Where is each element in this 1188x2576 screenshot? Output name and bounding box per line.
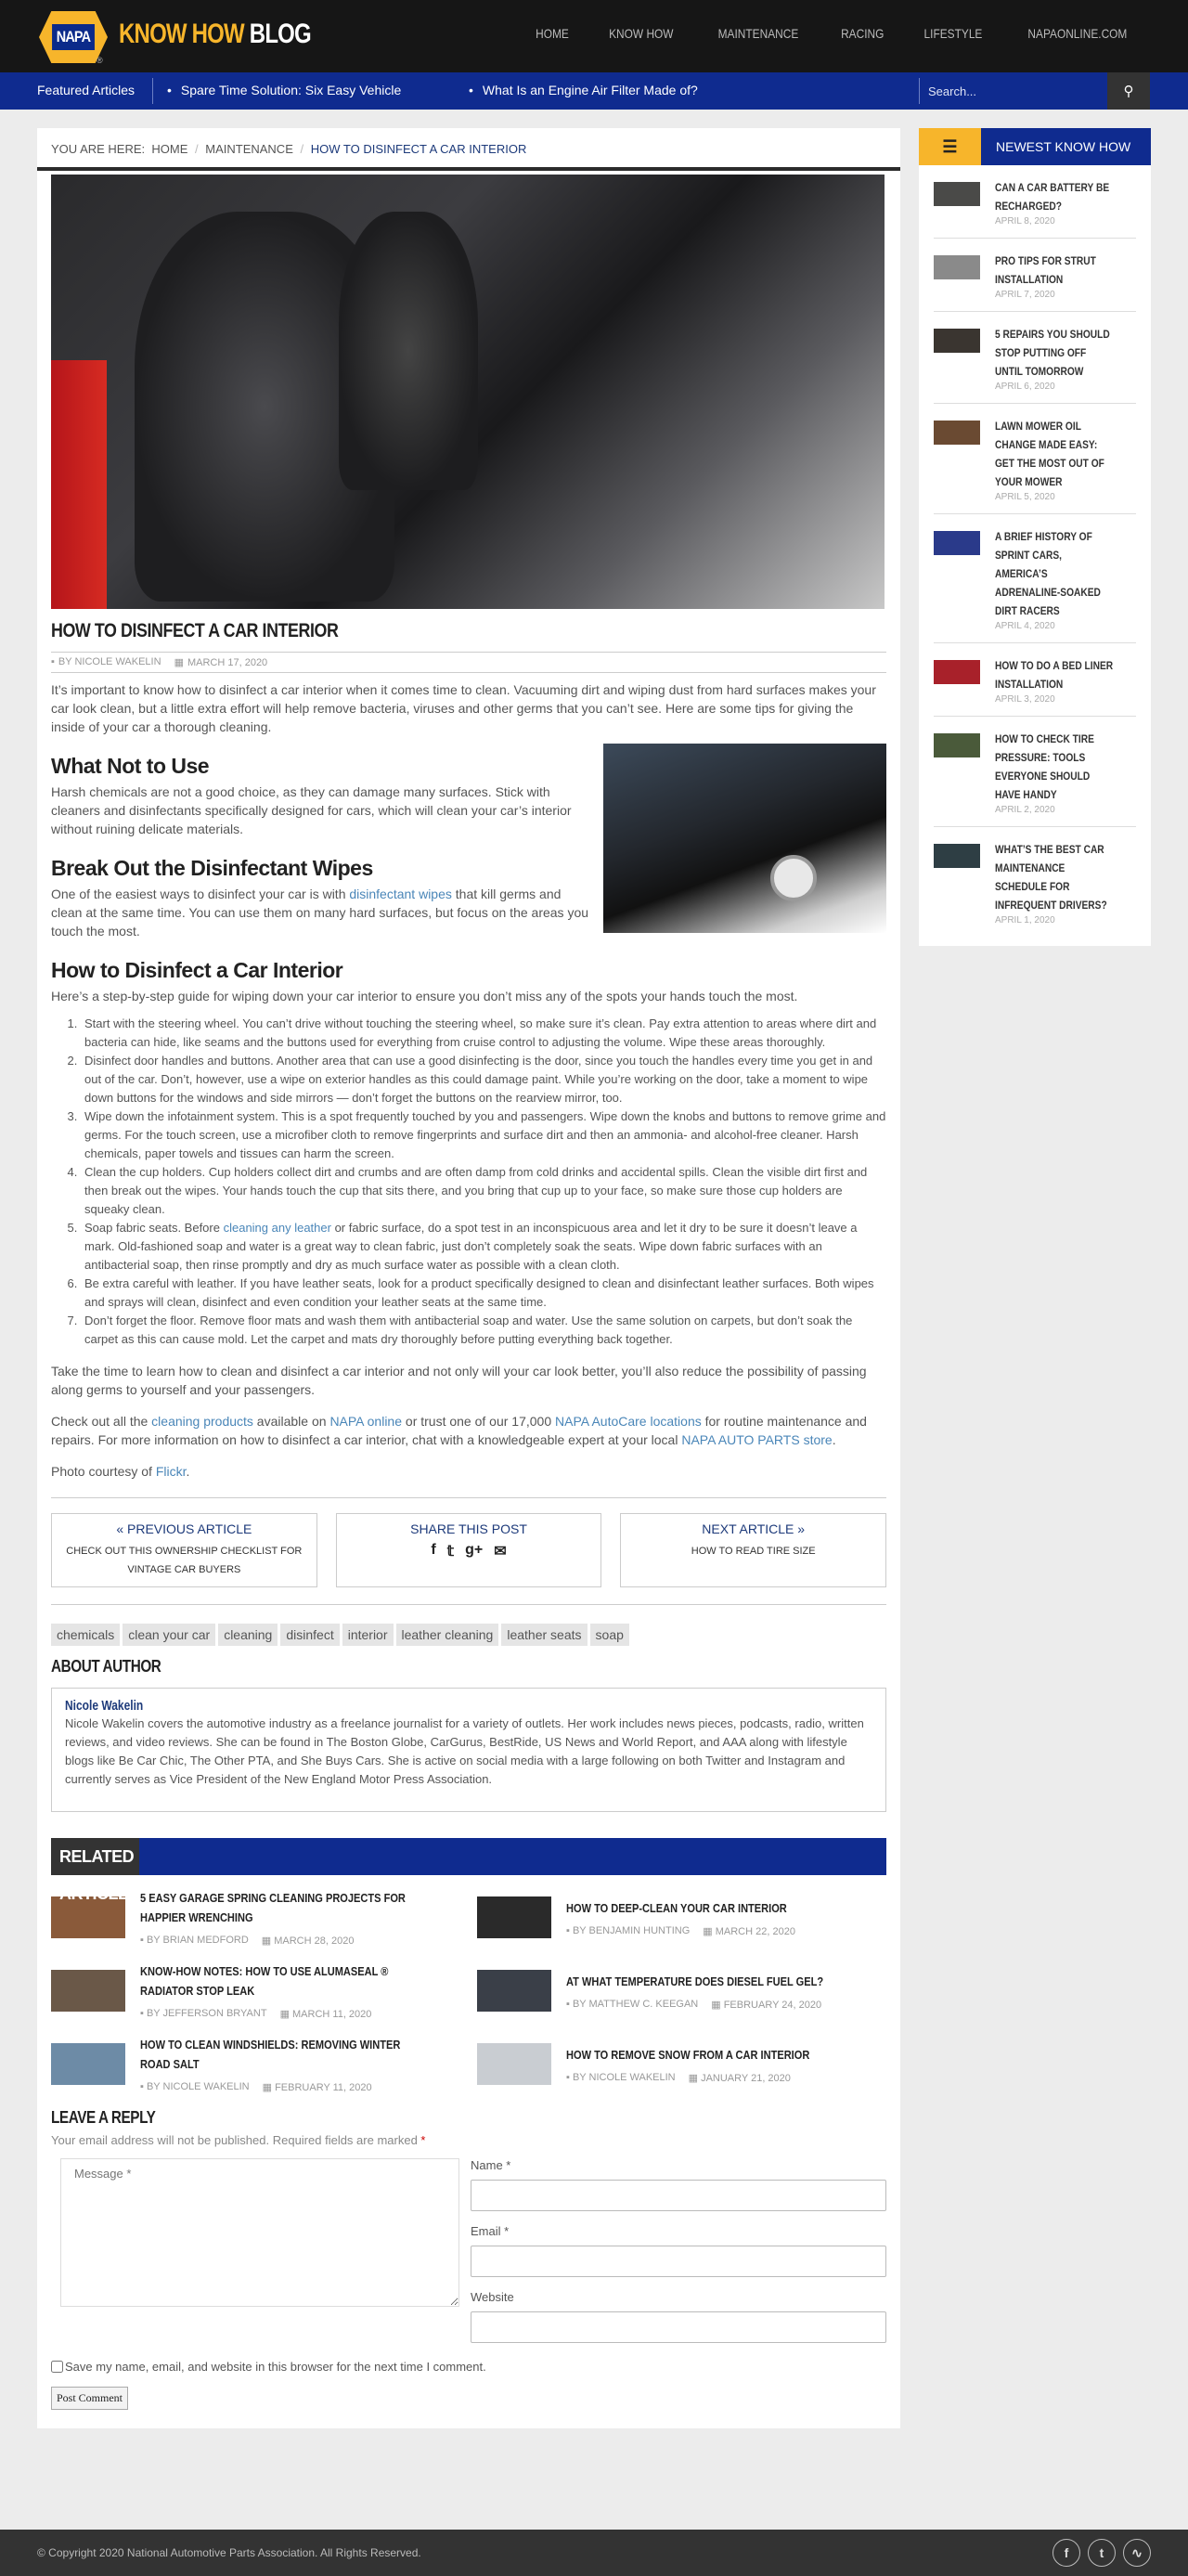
hero-car-body (51, 360, 107, 609)
related-article-author[interactable]: BY MATTHEW C. KEEGAN (572, 1998, 699, 2010)
calendar-icon: ▦ (711, 1999, 724, 2011)
divider (51, 1497, 886, 1498)
sidebar-article-info (995, 730, 1136, 815)
sidebar-article-info (995, 325, 1136, 392)
cup-graphic (770, 855, 817, 901)
breadcrumb-home[interactable]: HOME (151, 142, 188, 156)
closing-paragraph: Take the time to learn how to clean and disinfect a car interior and not only will your car look better, you’ll also reduce the possibility of passing along germs to yourself and your passengers. (51, 1364, 867, 1397)
sidebar-article[interactable] (934, 404, 1136, 514)
newest-know-how-header (919, 128, 1151, 165)
share-icons (346, 1542, 592, 1560)
text: or trust one of our 17,000 (402, 1414, 556, 1429)
step-item: 3. Wipe down the infotainment system. This is a spot frequently touched by you and passengers. Wipe down the knobs and buttons to remove grime and germs. For the touch screen, use a microfiber cloth to remove fingerprints and surface dirt and then an ammonia- and alcohol-free cleaner. Harsh chemicals, paper towels and tissues can harm the screen. (81, 1107, 886, 1163)
reply-note (51, 2133, 886, 2147)
email-icon[interactable]: ✉ (494, 1544, 507, 1560)
intro-paragraph: It’s important to know how to disinfect a car interior when it comes time to clean. Vacuuming dirt and wiping dust from hard surfaces makes your car look clean, but a little extra effort will help remove bacteria, viruses and other germs that you can’t see. Here are some tips for giving the inside of your car a thorough cleaning. (51, 682, 876, 734)
message-textarea[interactable] (60, 2158, 459, 2307)
breadcrumb-separator: / (300, 142, 304, 156)
twitter-icon[interactable]: t (1088, 2539, 1116, 2567)
related-article-date: JANUARY 21, 2020 (701, 2072, 791, 2084)
article-date: MARCH 17, 2020 (187, 657, 268, 668)
tag[interactable]: chemicals (51, 1624, 120, 1646)
newest-list (919, 165, 1151, 946)
hero-image (51, 175, 885, 609)
tag-list (51, 1624, 886, 1646)
cta-paragraph (51, 1412, 886, 1449)
author-icon: ▪ (140, 2081, 147, 2092)
main-nav (533, 26, 1136, 41)
sidebar-article-thumbnail[interactable] (934, 531, 980, 555)
name-input[interactable] (471, 2180, 886, 2211)
related-article-thumbnail[interactable] (51, 2043, 125, 2085)
text: Check out all the (51, 1414, 152, 1429)
sidebar-article[interactable] (934, 165, 1136, 239)
sidebar-article-date: APRIL 7, 2020 (995, 290, 1055, 300)
nav-napaonline[interactable]: NAPAONLINE.COM (1027, 26, 1128, 41)
share-label: SHARE THIS POST (410, 1521, 527, 1536)
author-box (51, 1688, 886, 1812)
calendar-icon: ▦ (262, 2082, 276, 2093)
step-item: 7. Don’t forget the floor. Remove floor mats and wash them with antibacterial soap and water. Use the same solution on carpets, but don’t soak the carpet as this can cause mold. Let the carpet and mats dry thoroughly before putting everything back together. (81, 1312, 886, 1349)
featured-item[interactable]: • What Is an Engine Air Filter Made of? (469, 83, 698, 97)
sidebar-article-date: APRIL 5, 2020 (995, 492, 1055, 502)
text: available on (252, 1414, 330, 1429)
related-article-info (140, 2035, 460, 2093)
step-item (81, 1219, 886, 1275)
article-body (51, 680, 886, 1481)
tag[interactable]: interior (342, 1624, 394, 1646)
next-article-title[interactable]: HOW TO READ TIRE SIZE (691, 1546, 816, 1557)
related-article-meta (140, 2081, 460, 2093)
section-paragraph: Harsh chemicals are not a good choice, as they can damage many surfaces. Stick with cleaners and disinfectants specifically designed for cars, which will clean your car’s interior without ruining delicate materials. (51, 784, 572, 836)
related-article-date: MARCH 22, 2020 (715, 1925, 795, 1937)
related-article-author[interactable]: BY NICOLE WAKELIN (146, 2081, 250, 2092)
cleaning-leather-link[interactable]: cleaning any leather (223, 1221, 331, 1235)
sidebar-article-title[interactable]: PRO TIPS FOR STRUT INSTALLATION (995, 254, 1096, 286)
sidebar-article-title[interactable]: LAWN MOWER OIL CHANGE MADE EASY: GET THE MOST OUT OF YOUR MOWER (995, 420, 1104, 488)
next-article[interactable] (620, 1513, 886, 1587)
tag[interactable]: soap (590, 1624, 629, 1646)
sidebar-article-date: APRIL 8, 2020 (995, 216, 1055, 227)
post-comment-button[interactable]: Post Comment (51, 2387, 128, 2410)
step-item: 6. Be extra careful with leather. If you have leather seats, look for a product specifically designed to clean and disinfectant leather surfaces. Both wipes and sprays will clean, disinfect and even condition your leather seats at the same time. (81, 1275, 886, 1312)
article-column (37, 128, 900, 2428)
post-navigation (51, 1513, 886, 1587)
section-paragraph: Here’s a step-by-step guide for wiping down your car interior to ensure you don’t miss any of the spots your hands touch the most. (51, 989, 798, 1003)
sidebar-article-info (995, 840, 1136, 926)
about-author-heading: ABOUT AUTHOR (51, 1657, 161, 1676)
brand-know-how: KNOW HOW (119, 19, 244, 49)
related-article-thumbnail[interactable] (51, 1970, 125, 2012)
featured-articles-bar (0, 72, 1188, 110)
next-article-label: NEXT ARTICLE » (702, 1521, 806, 1536)
related-article-title[interactable]: HOW TO DEEP-CLEAN YOUR CAR INTERIOR (566, 1900, 787, 1915)
search-icon: ⚲ (1123, 84, 1134, 99)
autocare-locations-link[interactable]: NAPA AutoCare locations (555, 1414, 702, 1429)
sidebar-article[interactable] (934, 717, 1136, 827)
sidebar-article-title[interactable]: CAN A CAR BATTERY BE RECHARGED? (995, 181, 1110, 213)
related-article-date: MARCH 28, 2020 (274, 1935, 355, 1947)
related-article-info (566, 1898, 826, 1937)
flickr-link[interactable]: Flickr (155, 1464, 187, 1479)
related-article-thumbnail[interactable] (477, 1896, 551, 1938)
author-link[interactable]: BY NICOLE WAKELIN (58, 656, 161, 667)
related-article-title[interactable]: KNOW-HOW NOTES: HOW TO USE ALUMASEAL ® RADIATOR STOP LEAK (140, 1964, 389, 1998)
text: Your email address will not be published. Required fields are marked (51, 2133, 421, 2147)
leave-reply-heading: LEAVE A REPLY (51, 2108, 156, 2127)
related-article[interactable] (477, 1888, 886, 1947)
calendar-icon: ▦ (279, 2009, 293, 2020)
breadcrumb-current: HOW TO DISINFECT A CAR INTERIOR (310, 142, 527, 156)
divider (51, 1604, 886, 1605)
napa-store-link[interactable]: NAPA AUTO PARTS store (681, 1432, 833, 1447)
divider (152, 78, 153, 104)
related-article[interactable] (477, 2035, 886, 2093)
sidebar-article-date: APRIL 1, 2020 (995, 915, 1055, 926)
sidebar-article-date: APRIL 4, 2020 (995, 621, 1055, 631)
sidebar-article-thumbnail[interactable] (934, 421, 980, 445)
nav-racing[interactable]: RACING (840, 26, 885, 41)
sidebar-article-thumbnail[interactable] (934, 733, 980, 757)
related-article-thumbnail[interactable] (477, 1970, 551, 2012)
tag[interactable]: leather seats (501, 1624, 587, 1646)
article-meta (51, 652, 886, 673)
related-articles-header (51, 1838, 886, 1903)
text: . (832, 1432, 836, 1447)
sidebar-article-title[interactable]: A BRIEF HISTORY OF SPRINT CARS, AMERICA’S ADRENALINE-SOAKED DIRT RACERS (995, 530, 1101, 617)
google-plus-icon[interactable]: g+ (465, 1542, 484, 1558)
nav-lifestyle[interactable]: LIFESTYLE (923, 26, 983, 41)
save-info-checkbox[interactable] (51, 2361, 63, 2373)
related-article-title[interactable]: AT WHAT TEMPERATURE DOES DIESEL FUEL GEL? (566, 1974, 824, 1988)
sidebar-article-date: APRIL 6, 2020 (995, 382, 1055, 392)
sidebar-article[interactable] (934, 827, 1136, 937)
calendar-icon: ▦ (261, 1935, 275, 1947)
section-heading: What Not to Use (51, 754, 210, 778)
email-input[interactable] (471, 2246, 886, 2277)
copyright: © Copyright 2020 National Automotive Parts Association. All Rights Reserved. (37, 2546, 421, 2559)
sidebar-article[interactable] (934, 514, 1136, 643)
twitter-icon[interactable]: 𝕥 (446, 1544, 455, 1560)
sidebar-article-thumbnail[interactable] (934, 182, 980, 206)
save-info-label: Save my name, email, and website in this browser for the next time I comment. (65, 2360, 486, 2374)
calendar-icon: ▦ (174, 657, 184, 668)
sidebar-article[interactable] (934, 239, 1136, 312)
sidebar-article-thumbnail[interactable] (934, 255, 980, 279)
comment-form (51, 2158, 886, 2356)
sidebar-article[interactable] (934, 312, 1136, 404)
related-article-author[interactable]: BY BENJAMIN HUNTING (572, 1924, 691, 1936)
breadcrumb-maintenance[interactable]: MAINTENANCE (205, 142, 293, 156)
sidebar-article-title[interactable]: WHAT’S THE BEST CAR MAINTENANCE SCHEDULE FOR INFREQUENT DRIVERS? (995, 843, 1107, 912)
nav-home[interactable]: HOME (536, 26, 570, 41)
related-articles-heading: RELATED ARTICLES (51, 1838, 139, 1875)
section-heading: How to Disinfect a Car Interior (51, 958, 343, 982)
sidebar-article-title[interactable]: 5 REPAIRS YOU SHOULD STOP PUTTING OFF UNTIL TOMORROW (995, 328, 1110, 378)
email-label: Email * (471, 2224, 510, 2238)
search-form (919, 72, 1151, 110)
nav-maintenance[interactable]: MAINTENANCE (717, 26, 799, 41)
related-article-date: MARCH 11, 2020 (292, 2009, 372, 2020)
related-article-meta (566, 2072, 853, 2084)
related-article[interactable] (51, 2035, 460, 2093)
sidebar-article-thumbnail[interactable] (934, 329, 980, 353)
sidebar-article-title[interactable]: HOW TO CHECK TIRE PRESSURE: TOOLS EVERYONE SHOULD HAVE HANDY (995, 732, 1094, 801)
sidebar-article-info (995, 178, 1136, 227)
tag[interactable]: clean your car (123, 1624, 215, 1646)
related-article-meta (566, 1925, 826, 1937)
share-post (336, 1513, 602, 1587)
tag[interactable]: leather cleaning (396, 1624, 499, 1646)
text: One of the easiest ways to disinfect your car is with (51, 887, 350, 901)
related-article-date: FEBRUARY 24, 2020 (723, 1999, 822, 2011)
cleaning-products-link[interactable]: cleaning products (151, 1414, 253, 1429)
breadcrumb-separator: / (195, 142, 199, 156)
facebook-icon[interactable]: f (431, 1542, 436, 1558)
featured-item[interactable]: • Spare Time Solution: Six Easy Vehicle (167, 83, 401, 97)
featured-label: Featured Articles (37, 83, 136, 97)
sidebar-article-thumbnail[interactable] (934, 844, 980, 868)
sidebar-article-date: APRIL 3, 2020 (995, 694, 1055, 705)
author-icon: ▪ (140, 1935, 147, 1946)
disinfectant-wipes-link[interactable]: disinfectant wipes (349, 887, 452, 901)
cup-holder-image (603, 744, 886, 933)
required-mark: * (420, 2133, 426, 2147)
website-label: Website (471, 2290, 514, 2304)
site-footer (0, 2530, 1188, 2576)
section-heading: Break Out the Disinfectant Wipes (51, 856, 373, 880)
related-article-info (140, 1888, 460, 1947)
related-article-meta (140, 1935, 460, 1947)
related-article-meta (566, 1999, 869, 2011)
step-item: 1. Start with the steering wheel. You can’t drive without touching the steering wheel, so make sure it’s clean. Pay extra attention to areas where dirt and bacteria can hide, like seams and the buttons used for everything from cruise control to adjusting the volume. Wipe these areas thoroughly. (81, 1015, 886, 1052)
related-article-info (566, 1972, 869, 2011)
text: that kill germs and clean at the same time. You can use them on many hard surfaces, but focus on the areas you touch the most. (51, 887, 589, 938)
hero-seat (339, 212, 478, 490)
author-bio: Nicole Wakelin covers the automotive industry as a freelance journalist for a variety of outlets. Her work includes news pieces, podcasts, radio, written reviews, and video reviews. She can be found in The Boston Globe, CarGurus, BestRide, US News and World Report, and AAA along with lifestyle blogs like Be Car Chic, The Other PTA, and She Buys Cars. She is active on social media with a large following on both Twitter and Instagram and currently serves as Vice President of the New England Motor Press Association. (65, 1716, 864, 1786)
breadcrumb (37, 128, 900, 171)
list-icon: ☰ (919, 128, 981, 165)
related-article[interactable] (51, 1961, 460, 2020)
comment-fields (471, 2158, 886, 2356)
related-article-author[interactable]: BY NICOLE WAKELIN (572, 2071, 676, 2083)
breadcrumb-prefix: YOU ARE HERE: (51, 142, 146, 156)
related-article-meta (140, 2008, 460, 2020)
related-article-info (140, 1961, 460, 2020)
facebook-icon[interactable]: f (1052, 2539, 1080, 2567)
registered-mark: ® (97, 56, 103, 65)
website-input[interactable] (471, 2311, 886, 2343)
steps-list (81, 1015, 886, 1349)
sidebar-article-info (995, 527, 1136, 631)
sidebar-article-info (995, 417, 1136, 502)
previous-article[interactable] (51, 1513, 317, 1587)
divider (919, 78, 920, 104)
related-article-title[interactable]: 5 EASY GARAGE SPRING CLEANING PROJECTS FOR HAPPIER WRENCHING (140, 1891, 406, 1924)
calendar-icon: ▦ (703, 1925, 716, 1937)
related-articles-grid (51, 1888, 886, 2108)
step-item: 2. Disinfect door handles and buttons. Another area that can use a good disinfecting is the door, since you touch the handles every time you get in and out of the car. Don’t, however, use a wipe on exterior handles as this could damage paint. While you’re working on the door, take a moment to wipe down buttons for the windows and side mirrors — don’t forget the buttons on the rearview mirror, too. (81, 1052, 886, 1107)
sidebar-article[interactable] (934, 643, 1136, 717)
related-article-title[interactable]: HOW TO REMOVE SNOW FROM A CAR INTERIOR (566, 2047, 810, 2062)
related-article-author[interactable]: BY BRIAN MEDFORD (146, 1935, 249, 1946)
sidebar-article-info (995, 656, 1136, 705)
author-icon: ▪ (566, 1998, 573, 2010)
tag[interactable]: disinfect (280, 1624, 339, 1646)
sidebar (919, 128, 1151, 946)
photo-credit (51, 1462, 886, 1481)
author-icon: ▪ (566, 1924, 573, 1936)
related-article-info (566, 2045, 853, 2084)
sidebar-article-date: APRIL 2, 2020 (995, 805, 1055, 815)
author-icon: ▪ (140, 2008, 147, 2019)
author-name-link[interactable]: Nicole Wakelin (65, 1698, 144, 1714)
text: or fabric surface, do a spot test in an inconspicuous area and let it dry to be sure it doesn’t leave a mark. Old-fashioned soap and water is a great way to clean fabric, just don’t completely soak the seats. Wipe down fabric surfaces with an antibacterial soap, then rinse promptly and dry as much surface water as possible with a clean cloth. (84, 1221, 858, 1272)
napa-online-link[interactable]: NAPA online (329, 1414, 403, 1429)
newest-know-how-heading: NEWEST KNOW HOW (981, 128, 1151, 165)
search-input[interactable] (928, 78, 1095, 104)
nav-know-how[interactable]: KNOW HOW (609, 26, 674, 41)
previous-article-title[interactable]: CHECK OUT THIS OWNERSHIP CHECKLIST FOR VINTAGE CAR BUYERS (66, 1546, 303, 1575)
sidebar-article-thumbnail[interactable] (934, 660, 980, 684)
related-article-thumbnail[interactable] (477, 2043, 551, 2085)
sidebar-article-title[interactable]: HOW TO DO A BED LINER INSTALLATION (995, 659, 1114, 691)
related-article-author[interactable]: BY JEFFERSON BRYANT (146, 2008, 267, 2019)
search-button[interactable] (1107, 72, 1150, 110)
napa-logo[interactable] (39, 11, 108, 63)
social-links (1052, 2539, 1151, 2567)
related-article-title[interactable]: HOW TO CLEAN WINDSHIELDS: REMOVING WINTER ROAD SALT (140, 2038, 401, 2071)
related-article[interactable] (477, 1961, 886, 2020)
related-article-date: FEBRUARY 11, 2020 (275, 2082, 372, 2093)
step-item: 4. Clean the cup holders. Cup holders collect dirt and crumbs and are often damp from cold drinks and accidental spills. Clean the visible dirt first and then break out the wipes. Your hands touch the cup that sits there, and you bring that cup up to your face, so make sure those cup holders are squeaky clean. (81, 1163, 886, 1219)
text: . (186, 1464, 190, 1479)
article-title: HOW TO DISINFECT A CAR INTERIOR (51, 620, 339, 641)
calendar-icon: ▦ (688, 2072, 702, 2084)
logo-text: NAPA (52, 24, 95, 50)
author-icon: ▪ (566, 2071, 573, 2083)
author-icon: ▪ (51, 656, 55, 667)
rss-icon[interactable]: ∿ (1123, 2539, 1151, 2567)
tag[interactable]: cleaning (218, 1624, 278, 1646)
text: Photo courtesy of (51, 1464, 156, 1479)
sidebar-article-info (995, 252, 1136, 300)
brand-blog: BLOG (249, 19, 311, 49)
text: for routine maintenance and repairs. For more information on how to disinfect a car interior, chat with a knowledgeable expert at your local (51, 1414, 867, 1447)
save-info-row (51, 2360, 886, 2374)
name-label: Name * (471, 2158, 511, 2172)
blog-brand[interactable] (119, 19, 311, 50)
text: Soap fabric seats. Before (84, 1221, 224, 1235)
previous-article-label: « PREVIOUS ARTICLE (116, 1521, 252, 1536)
site-header (0, 0, 1188, 72)
